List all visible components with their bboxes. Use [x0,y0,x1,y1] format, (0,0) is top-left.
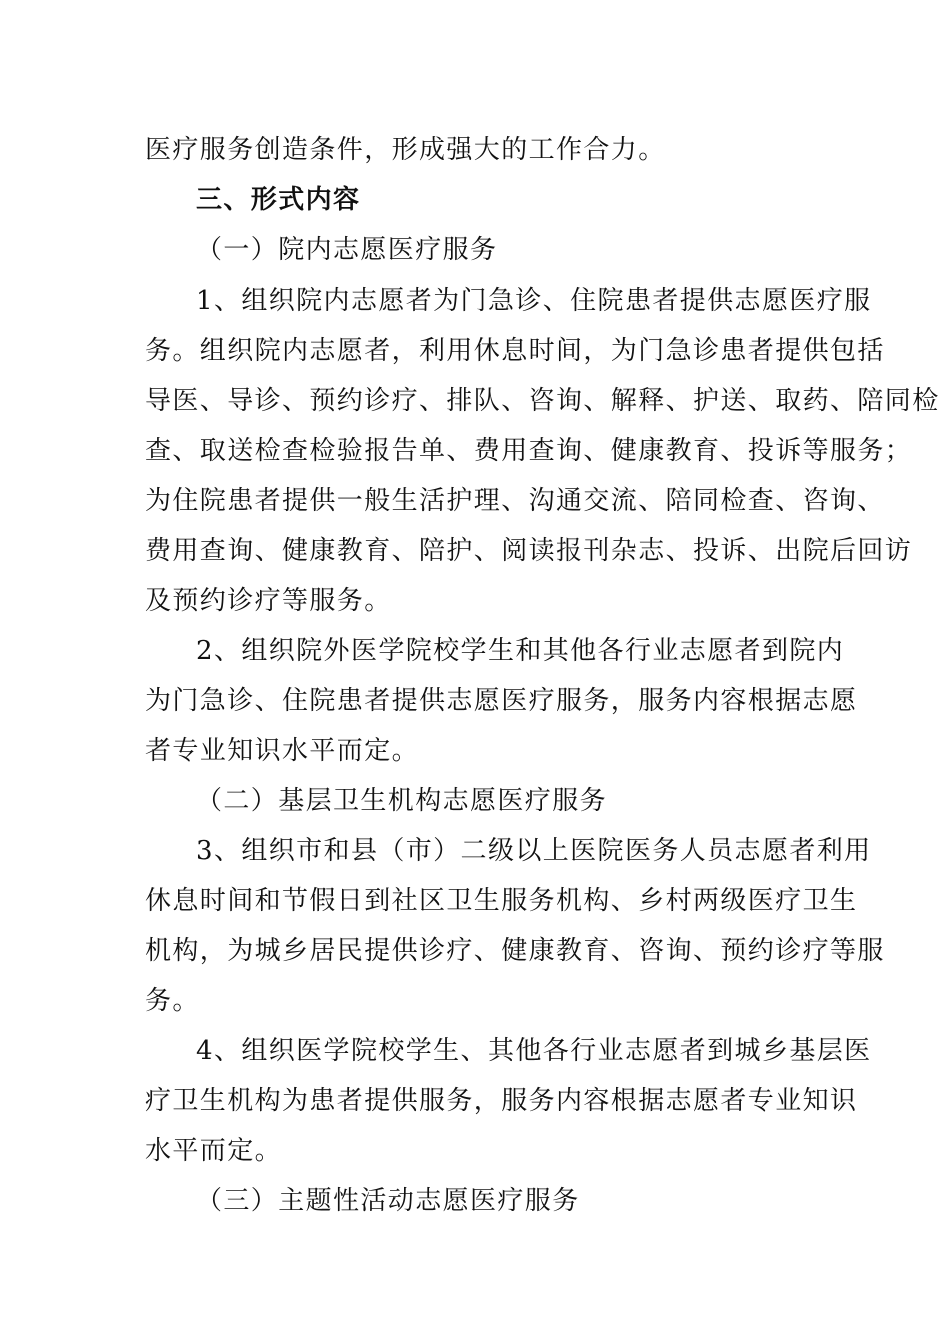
paragraph-line: 水平而定。 [145,1136,283,1166]
paragraph-line: 休息时间和节假日到社区卫生服务机构、乡村两级医疗卫生 [145,886,858,916]
subsection-heading: （二）基层卫生机构志愿医疗服务 [196,786,608,816]
paragraph-line: 费用查询、健康教育、陪护、阅读报刊杂志、投诉、出院后回访 [145,536,913,566]
paragraph-line: 为住院患者提供一般生活护理、沟通交流、陪同检查、咨询、 [145,486,885,516]
paragraph-line: 1、组织院内志愿者为门急诊、住院患者提供志愿医疗服 [196,286,872,316]
paragraph-line: 者专业知识水平而定。 [145,736,420,766]
paragraph-line: 导医、导诊、预约诊疗、排队、咨询、解释、护送、取药、陪同检 [145,386,940,416]
paragraph-line: 务。组织院内志愿者，利用休息时间，为门急诊患者提供包括 [145,336,885,366]
paragraph-line: 2、组织院外医学院校学生和其他各行业志愿者到院内 [196,636,845,666]
paragraph-line: 查、取送检查检验报告单、费用查询、健康教育、投诉等服务； [145,436,913,466]
paragraph-line: 3、组织市和县（市）二级以上医院医务人员志愿者利用 [196,836,872,866]
subsection-heading: （一）院内志愿医疗服务 [196,235,498,265]
paragraph-line: 4、组织医学院校学生、其他各行业志愿者到城乡基层医 [196,1036,872,1066]
paragraph-line: 为门急诊、住院患者提供志愿医疗服务，服务内容根据志愿 [145,686,858,716]
paragraph-line: 医疗服务创造条件，形成强大的工作合力。 [145,135,666,165]
paragraph-line: 机构，为城乡居民提供诊疗、健康教育、咨询、预约诊疗等服 [145,936,885,966]
paragraph-line: 疗卫生机构为患者提供服务，服务内容根据志愿者专业知识 [145,1086,858,1116]
section-heading: 三、形式内容 [196,185,361,215]
paragraph-line: 及预约诊疗等服务。 [145,586,392,616]
subsection-heading: （三）主题性活动志愿医疗服务 [196,1186,580,1216]
paragraph-line: 务。 [145,986,200,1016]
